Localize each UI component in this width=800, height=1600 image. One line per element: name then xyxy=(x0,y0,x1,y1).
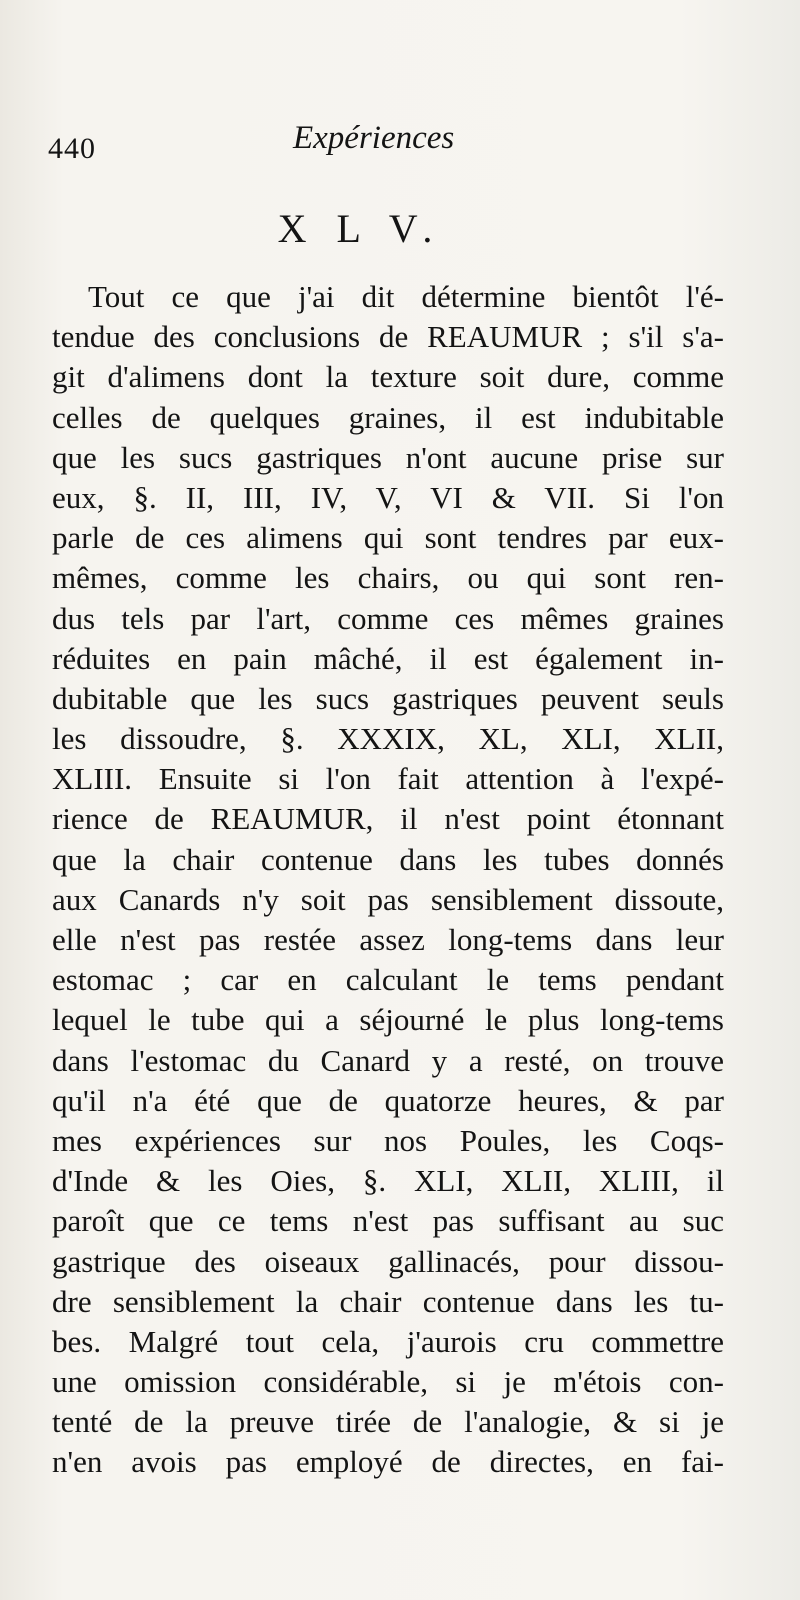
text-line: parle de ces alimens qui sont tendres par eux- xyxy=(52,520,724,556)
text-line: dubitable que les sucs gastriques peuvent seuls xyxy=(52,680,724,716)
text-line: dus tels par l'art, comme ces mêmes graines xyxy=(52,600,724,636)
running-title: Expériences xyxy=(293,120,455,156)
text-line: d'Inde & les Oies, §. XLI, XLII, XLIII, il xyxy=(52,1163,724,1199)
text-line: Tout ce que j'ai dit détermine bientôt l'é- xyxy=(88,279,724,314)
text-line: lequel le tube qui a séjourné le plus long-tems xyxy=(52,1002,724,1038)
text-line: que les sucs gastriques n'ont aucune prise sur xyxy=(52,439,724,475)
text-line: git d'alimens dont la texture soit dure, comme xyxy=(52,359,724,395)
text-line: celles de quelques graines, il est indubitable xyxy=(52,399,724,435)
text-line: tenté de la preuve tirée de l'analogie, & si je xyxy=(52,1404,724,1440)
text-line: paroît que ce tems n'est pas suffisant au suc xyxy=(52,1203,724,1239)
text-line: gastrique des oiseaux gallinacés, pour dissou- xyxy=(52,1243,724,1279)
text-line: mêmes, comme les chairs, ou qui sont ren- xyxy=(52,560,724,596)
text-line: une omission considérable, si je m'étois con- xyxy=(52,1364,724,1400)
text-line: n'en avois pas employé de directes, en fai- xyxy=(52,1444,724,1480)
page-number: 440 xyxy=(48,132,96,165)
text-line: qu'il n'a été que de quatorze heures, & par xyxy=(52,1082,724,1118)
text-line: mes expériences sur nos Poules, les Coqs- xyxy=(52,1122,724,1158)
section-title: X L V. xyxy=(277,206,443,251)
text-line: tendue des conclusions de REAUMUR ; s'il s'a- xyxy=(52,319,724,355)
text-line: réduites en pain mâché, il est également in- xyxy=(52,640,724,676)
text-line: estomac ; car en calculant le tems pendant xyxy=(52,962,724,998)
text-line: elle n'est pas restée assez long-tems dans leur xyxy=(52,922,724,957)
text-line: les dissoudre, §. XXXIX, XL, XLI, XLII, xyxy=(52,721,724,757)
text-line: eux, §. II, III, IV, V, VI & VII. Si l'on xyxy=(52,479,724,515)
text-line: que la chair contenue dans les tubes donnés xyxy=(52,841,724,877)
text-line: aux Canards n'y soit pas sensiblement dissoute, xyxy=(52,881,724,917)
body-text xyxy=(52,277,724,1483)
text-line: rience de REAUMUR, il n'est point étonnant xyxy=(52,801,724,837)
text-line: dre sensiblement la chair contenue dans les tu- xyxy=(52,1283,724,1319)
text-line: bes. Malgré tout cela, j'aurois cru commettre xyxy=(52,1323,724,1359)
text-line: dans l'estomac du Canard y a resté, on trouve xyxy=(52,1042,724,1078)
page-header xyxy=(48,120,748,180)
text-line: XLIII. Ensuite si l'on fait attention à l'expé- xyxy=(52,761,724,797)
